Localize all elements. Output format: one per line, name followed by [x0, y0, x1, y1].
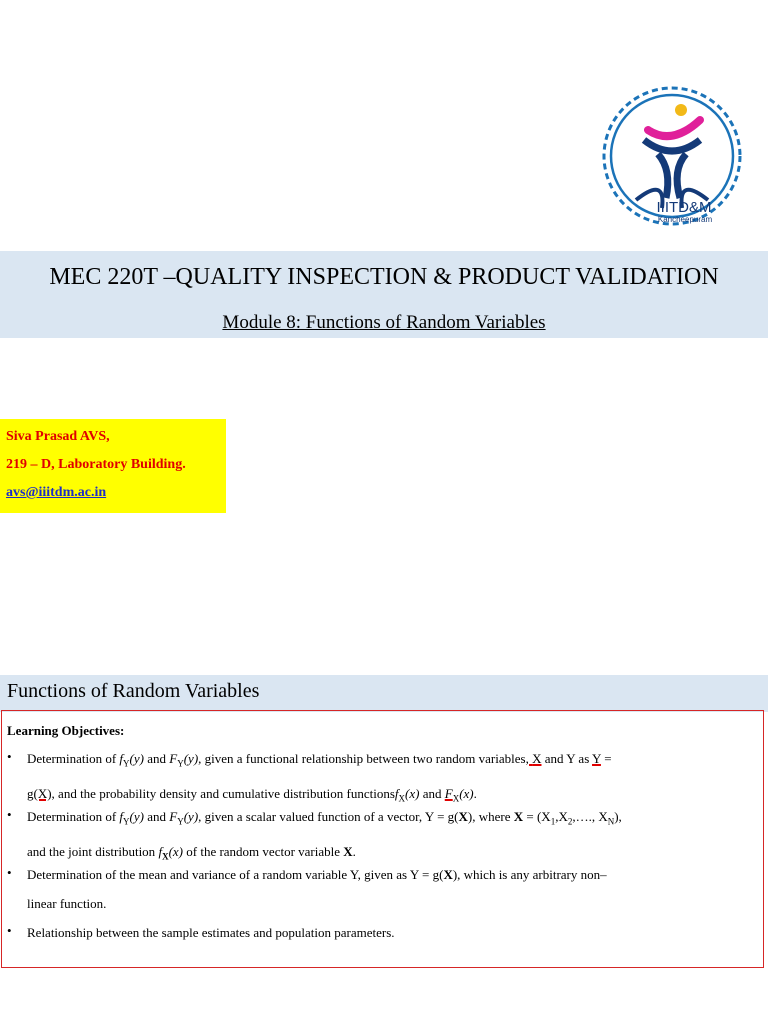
bullet-2-marker: •: [7, 807, 12, 822]
slide-title: Functions of Random Variables: [7, 680, 260, 702]
bullet-4-marker: •: [7, 923, 12, 938]
module-title: Module 8: Functions of Random Variables: [222, 312, 546, 333]
course-title: MEC 220T –QUALITY INSPECTION & PRODUCT VALIDATION: [49, 264, 719, 290]
contact-box: [0, 419, 226, 513]
logo-subtext: Kancheepuram: [657, 215, 713, 224]
iiitdm-logo-icon: [596, 80, 748, 236]
author-email-link[interactable]: avs@iiitdm.ac.in: [6, 485, 107, 500]
institute-logo: [596, 80, 748, 236]
author-office: 219 – D, Laboratory Building.: [6, 457, 186, 472]
objective-2: Determination of $f_Y(y)$ and $F_Y(y)$, given a scalar valued function of a vector, Y = g(X), where $X = (X_1,X_2,\dots$., $X_N$), and the joint distribution $f_X(x)$ of the random vector variable X.: [27, 809, 622, 862]
objectives-slide: [0, 648, 768, 1024]
author-name: Siva Prasad AVS,: [6, 429, 110, 444]
objective-1: Determination of $f_Y(y)$ and $F_Y(y)$, given a functional relationship between two random variables, X and Y as Y = g(X), and the probability density and cumulative distribution functionsf$_X$(x) and $F_X(x)$.: [27, 751, 612, 804]
logo-text: IIITD&M: [656, 199, 712, 216]
bullet-1-marker: •: [7, 749, 12, 764]
objectives-heading: Learning Objectives:: [7, 723, 125, 738]
objective-4: Relationship between the sample estimates and population parameters.: [27, 925, 395, 940]
objective-3: Determination of the mean and variance of a random variable Y, given as Y = g(X), which is any arbitrary non– linear function.: [27, 867, 607, 911]
bullet-3-marker: •: [7, 865, 12, 880]
